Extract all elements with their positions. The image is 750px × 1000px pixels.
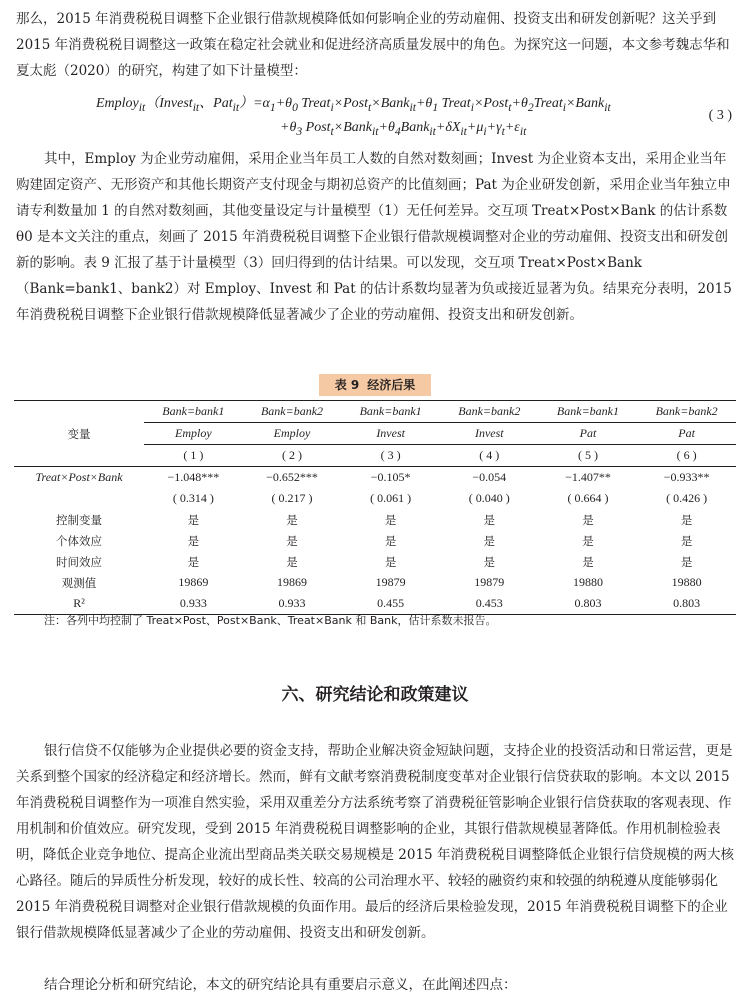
se-cell: ( 0.061 ) [370, 491, 412, 505]
dep-var-cell: Pat [539, 423, 638, 445]
table-cell: 是 [384, 512, 397, 527]
row-label: 控制变量 [56, 512, 102, 527]
table-cell: 0.455 [377, 596, 405, 610]
dep-var-cell: Pat [637, 423, 736, 445]
col-num-cell: ( 3 ) [380, 448, 401, 462]
table-cell: 0.803 [574, 596, 602, 610]
table-caption [319, 374, 431, 396]
col-num-cell: ( 6 ) [676, 448, 697, 462]
table-cell: 19869 [178, 575, 209, 589]
table-cell: 是 [384, 554, 397, 569]
table-cell: 是 [483, 554, 496, 569]
table-cell: 19880 [671, 575, 702, 589]
row-label: 时间效应 [56, 554, 102, 569]
closing-paragraph: 结合理论分析和研究结论，本文的研究结论具有重要启示意义，在此阐述四点： [44, 977, 517, 993]
row-label: 观测值 [61, 575, 97, 590]
table-title: 经济后果 [367, 378, 416, 392]
dep-var-cell: Invest [341, 423, 440, 445]
coef-cell: −0.054 [472, 470, 507, 484]
table-cell: 19880 [572, 575, 603, 589]
table-cell: 是 [286, 512, 298, 527]
se-cell: ( 0.664 ) [567, 491, 609, 505]
bank-type-cell: Bank=bank1 [341, 401, 440, 423]
se-cell: ( 0.040 ) [468, 491, 510, 505]
table-cell: 是 [384, 533, 397, 548]
row-label: R² [73, 596, 85, 610]
dep-var-cell: Employ [144, 423, 243, 445]
section-heading: 六、研究结论和政策建议 [281, 685, 469, 705]
coef-cell: −1.407** [565, 470, 611, 484]
table-number: 表 9 [334, 378, 360, 392]
table-cell: 是 [187, 554, 200, 569]
bank-type-cell: Bank=bank1 [144, 401, 243, 423]
table-cell: 是 [582, 533, 594, 548]
intro-paragraph: 那么，2015 年消费税税目调整下企业银行借款规模降低如何影响企业的劳动雇佣、投资支出和研发创新呢？这关乎到 2015 年消费税税目调整这一政策在稳定社会就业和促进经济高质量发展中的角色。为探究这一问题，本文参考魏志华和夏太彪（2020）的研究，构建了如下计量模型： [16, 11, 730, 79]
bank-type-cell: Bank=bank2 [243, 401, 342, 423]
table-cell: 是 [286, 554, 298, 569]
dep-var-cell: Employ [243, 423, 342, 445]
equation-number: ( 3 ) [708, 108, 732, 123]
bank-type-cell: Bank=bank2 [440, 401, 539, 423]
table-cell: 19869 [276, 575, 307, 589]
col-num-cell: ( 1 ) [183, 448, 204, 462]
table-cell: 是 [582, 554, 594, 569]
table-cell: 0.933 [179, 596, 207, 610]
table-cell: 是 [187, 533, 200, 548]
bank-type-cell: Bank=bank2 [637, 401, 736, 423]
table-cell: 19879 [474, 575, 505, 589]
table-note: 注：各列中均控制了 Treat×Post、Post×Bank、Treat×Bank 和 Bank，估计系数未报告。 [44, 614, 497, 627]
dep-var-cell: Invest [440, 423, 539, 445]
se-cell: ( 0.217 ) [271, 491, 313, 505]
table-cell: 0.803 [673, 596, 701, 610]
table-cell: 是 [680, 512, 693, 527]
row-label: 个体效应 [56, 533, 102, 548]
interaction-label: Treat×Post×Bank [35, 470, 123, 484]
table-cell: 是 [680, 533, 693, 548]
col-num-cell: ( 2 ) [281, 448, 302, 462]
table-cell: 0.933 [278, 596, 306, 610]
variable-header: 变量 [14, 401, 144, 467]
table-cell: 是 [286, 533, 298, 548]
conclusion-paragraph: 银行信贷不仅能够为企业提供必要的资金支持，帮助企业解决资金短缺问题，支持企业的投资活动和日常运营，更是关系到整个国家的经济稳定和经济增长。然而，鲜有文献考察消费税制度变革对企业银行信贷获取的影响。本文以 2015 年消费税税目调整作为一项准自然实验，采用双重差分方法系统考察了消费税征管影响企业银行信贷获取的客观表现、作用机制和价值效应。研究发现，受到 2015 年消费税税目调整影响的企业，其银行借款规模显著降低。作用机制检验表明，降低企业竞争地位、提高企业流出型商品类关联交易规模是 2015 年消费税税目调整降低企业银行信贷规模的两大核心路径。随后的异质性分析发现，较好的成长性、较高的公司治理水平、较轻的融资约束和较强的纳税遵从度能够弱化 2015 年消费税税目调整对企业银行借款规模的负面作用。最后的经济后果检验发现，2015 年消费税税目调整下的企业银行借款规模降低显著减少了企业的劳动雇佣、投资支出和研发创新。 [16, 743, 734, 941]
explanation-paragraph: 其中，Employ 为企业劳动雇佣，采用企业当年员工人数的自然对数刻画；Invest 为企业资本支出，采用企业当年购建固定资产、无形资产和其他长期资产支付现金与期初总资产的比值刻画；Pat 为企业研发创新，采用企业当年独立申请专利数量加 1 的自然对数刻画，其他变量设定与计量模型（1）无任何差异。交互项 Treat×Post×Bank 的估计系数 θ0 是本文关注的重点，刻画了 2015 年消费税税目调整下企业银行借款规模调整对企业的劳动雇佣、投资支出和研发创新的影响。表 9 汇报了基于计量模型（3）回归得到的估计结果。可以发现，交互项 Treat×Post×Bank（Bank=bank1、bank2）对 Employ、Invest 和 Pat 的估计系数均显著为负或接近显著为负。结果充分表明，2015 年消费税税目调整下企业银行借款规模降低显著减少了企业的劳动雇佣、投资支出和研发创新。 [16, 151, 732, 323]
se-cell: ( 0.426 ) [666, 491, 708, 505]
coef-cell: −0.105* [370, 470, 411, 484]
results-table [14, 400, 736, 615]
equation-line-2: $+\theta_3$ $Post_t\times Bank_{it}+\theta_4Bank_{it}+\delta X_{it}+\mu_i+\gamma_t+\varepsilon_{it}$ [280, 120, 527, 138]
table-cell: 是 [187, 512, 200, 527]
table-cell: 是 [680, 554, 693, 569]
table-cell: 19879 [375, 575, 406, 589]
table-cell: 0.453 [475, 596, 503, 610]
table-cell: 是 [483, 512, 496, 527]
table-cell: 是 [483, 533, 496, 548]
coef-cell: −0.652*** [266, 470, 318, 484]
bank-type-cell: Bank=bank1 [539, 401, 638, 423]
table-cell: 是 [582, 512, 594, 527]
se-cell: ( 0.314 ) [172, 491, 214, 505]
col-num-cell: ( 5 ) [577, 448, 598, 462]
col-num-cell: ( 4 ) [479, 448, 500, 462]
coef-cell: −0.933** [663, 470, 710, 484]
equation-line-1: Employ$_{it}$（Invest$_{it}$、$Pat_{it})=\alpha_1+\theta_0$ $Treat_i\times Post_t\times Bank_{it}+\theta_1$ $Treat_i\times Post_t+\theta_2Treat_i\times Bank_{it}$ [96, 96, 611, 114]
coef-cell: −1.048*** [167, 470, 220, 484]
